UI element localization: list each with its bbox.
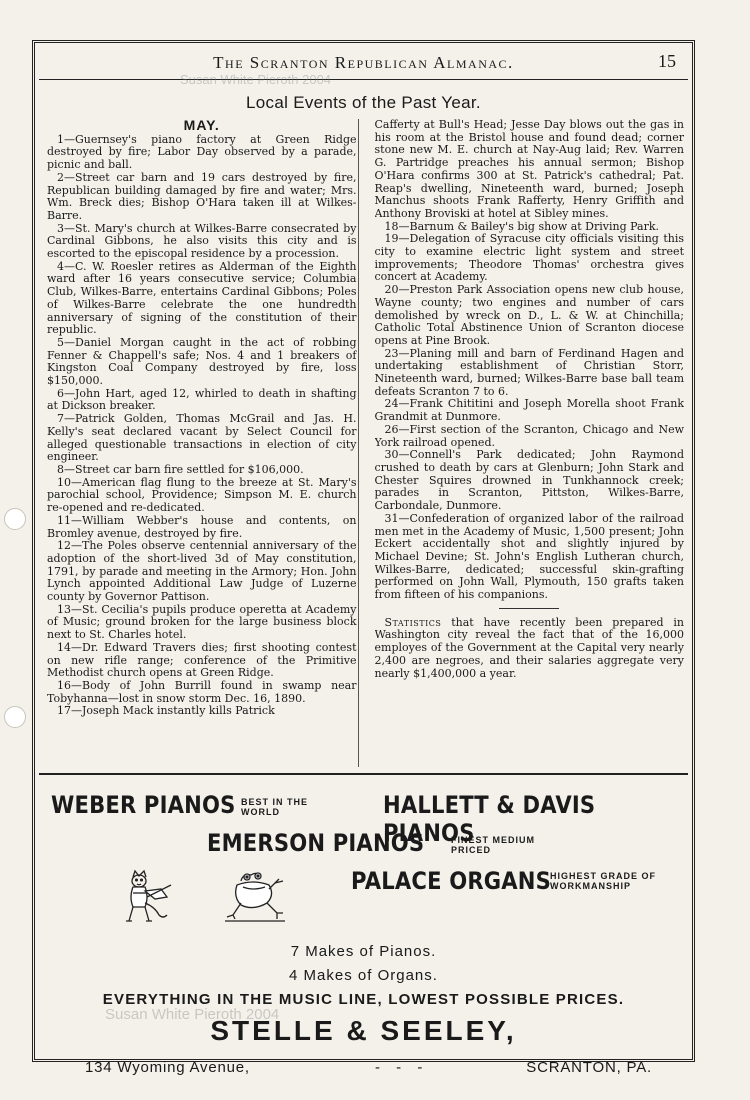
palace-tagline [550,871,656,891]
section-title: Local Events of the Past Year. [246,93,481,112]
event-entry: 8—Street car barn fire settled for $106,000. [57,462,304,476]
event-entry: 6—John Hart, aged 12, whirled to death in shafting at Dickson breaker. [47,386,357,413]
company-name: STELLE & SEELEY, [210,1015,517,1046]
weber-tagline-line2: WORLD [241,807,280,817]
event-entry: 5—Daniel Morgan caught in the act of robbing Fenner & Chappell's safe; Nos. 4 and 1 breakers of Kingston Coal Company destroyed by fire, loss $150,000. [47,335,357,388]
weber-tagline [241,797,308,817]
palace-tagline-line2: WORKMANSHIP [550,881,631,891]
weber-tagline-line1: BEST IN THE [241,797,309,807]
statistics-paragraph [375,617,685,681]
event-entry: 1—Guernsey's piano factory at Green Ridge destroyed by fire; Labor Day observed by a parade, picnic and ball. [47,132,357,172]
event-entry: 2—Street car barn and 19 cars destroyed by fire, Republican building damaged by fire and water; Mrs. Wm. Breck dies; Bishop O'Hara taken ill at Wilkes-Barre. [47,170,357,222]
statistics-text: that have recently been prepared in Washington city reveal the fact that of the 16,000 employes of the Government at the Capital very nearly 2,400 are negroes, and their salaries aggregate very nearly $1,400,000 a year. [374,615,684,680]
cat-fiddler-illustration [111,867,175,927]
ad-row-emerson [45,829,685,863]
event-entry: 16—Body of John Burrill found in swamp near Tobyhanna—lost in snow storm Dec. 16, 1890. [47,678,357,705]
article-columns [47,119,684,767]
event-entry: 23—Planing mill and barn of Ferdinand Hagen and undertaking establishment of Christian Storr, Nineteenth ward, burned; Wilkes-Barre base ball team defeats Scranton 7 to 6. [374,346,684,398]
event-entry: 11—William Webber's house and contents, on Bromley avenue, destroyed by fire. [47,513,357,540]
event-entry: 24—Frank Chititini and Joseph Morella shoot Frank Grandmit at Dunmore. [374,397,684,424]
event-entry: 26—First section of the Scranton, Chicago and New York railroad opened. [374,422,684,449]
event-entry: 31—Confederation of organized labor of the railroad men met in the Academy of Music, 1,500 present; John Eckert accidentally shot and slightly injured by Michael Devine; St. John's English Lutheran church, Wilkes-Barre, dedicated; successful skin-grafting performed on John Wall, Plymouth, 150 grafts taken from fifteen of his companions. [374,511,684,602]
event-entry: 19—Delegation of Syracuse city officials visiting this city to examine electric light system and street improvements; Theodore Thomas' orchestra gives concert at Academy. [374,232,684,284]
event-entry: 3—St. Mary's church at Wilkes-Barre consecrated by Cardinal Gibbons, he also visits this city and is escorted to the episcopal residence by a procession. [47,221,357,261]
statistics-lead: Statistics [384,615,442,629]
header-rule [39,79,688,80]
binding-hole [4,706,26,728]
column-separator [358,119,359,767]
palace-tagline-line1: HIGHEST GRADE OF [550,871,657,881]
everything-music-line: EVERYTHING IN THE MUSIC LINE, LOWEST POSSIBLE PRICES. [102,991,625,1008]
address-dashes: - - - [375,1059,429,1076]
hallett-davis-brand: HALLETT & DAVIS PIANOS [383,791,596,847]
event-entry: 20—Preston Park Association opens new club house, Wayne county; two engines and number of cars demolished by wreck on D., L. & W. at Chinchilla; Catholic Total Abstinence Union of Scranton diocese opens at Pine Brook. [374,283,684,347]
binding-hole [4,508,26,530]
frog-illustration [223,867,287,923]
event-entry: 13—St. Cecilia's pupils produce operetta at Academy of Music; ground broken for the large business block next to St. Charles hotel. [47,602,357,642]
watermark-bottom: Susan White Pieroth 2004 [105,1006,280,1023]
event-entry: 18—Barnum & Bailey's big show at Driving Park. [384,219,660,233]
event-entry: 12—The Poles observe centennial anniversary of the adoption of the short-lived 3d of May constitution, 1791, by parade and meeting in the Armory; Hon. John Lynch appointed Additional Law Judge of Luzerne county by Governor Pattison. [47,539,357,604]
weber-pianos-brand: WEBER PIANOS [51,791,236,819]
page-frame [32,40,695,1076]
page-header [35,49,692,77]
event-entry: 30—Connell's Park dedicated; John Raymond crushed to death by cars at Glenburn; John Stark and Chester Squires drowned in Tunkhannock creek; parades in Scranton, Pittston, Wilkes-Barre, Carbondale, Dunmore. [374,448,684,513]
event-entry: 7—Patrick Golden, Thomas McGrail and Jas. H. Kelly's seat declared vacant by Select Council for alleged questionable transactions in election of city engineer. [47,412,357,464]
advertisement-rule [39,773,688,775]
makes-of-organs: 4 Makes of Organs. [289,967,438,984]
right-column [375,119,685,767]
makes-of-pianos: 7 Makes of Pianos. [290,943,437,960]
watermark-top: Susan White Pieroth 2004 [180,72,332,87]
month-heading: MAY. [183,119,220,133]
event-entry: 17—Joseph Mack instantly kills Patrick [57,704,275,718]
event-entry: Cafferty at Bull's Head; Jesse Day blows out the gas in his room at the Bristol house and found dead; corner stone new M. E. church at Nay-Aug laid; Rev. Warren G. Partridge preaches his annual sermon; Bishop O'Hara confirms 300 at St. Patrick's cathedral; Pat. Reap's dwelling, Nineteenth ward, burned; Joseph Manchus shoots Frank Rafferty, Henry Griffith and Anthony Broviski at hotel at Sibley mines. [374,119,684,220]
emerson-tagline-line2: PRICED [451,845,492,855]
emerson-tagline [451,835,535,855]
palace-organs-brand: PALACE ORGANS [351,867,552,895]
emerson-tagline-line1: FINEST MEDIUM [451,835,535,845]
event-entry: 4—C. W. Roesler retires as Alderman of the Eighth ward after 16 years consecutive service; Columbia Club, Wilkes-Barre, entertains Cardinal Gibbons; Poles of Wilkes-Barre celebrate the one hundredth anniversary of signing of the constitution of their republic. [47,259,357,337]
event-entry: 10—American flag flung to the breeze at St. Mary's parochial school, Providence; Simpson M. E. church re-opened and re-dedicated. [47,475,357,515]
city-state: SCRANTON, PA. [526,1059,652,1076]
street-address: 134 Wyoming Avenue, [85,1059,250,1076]
event-entry: 14—Dr. Edward Travers dies; first shooting contest on new rifle range; conference of the Primitive Methodist church opens at Green Ridge. [47,640,357,680]
page-number: 15 [658,51,676,71]
emerson-pianos-brand: EMERSON PIANOS [207,829,425,857]
left-column [47,119,357,767]
statistics-divider [499,608,559,609]
almanac-title: The Scranton Republican Almanac. [213,53,514,72]
advertisement [45,783,682,1076]
